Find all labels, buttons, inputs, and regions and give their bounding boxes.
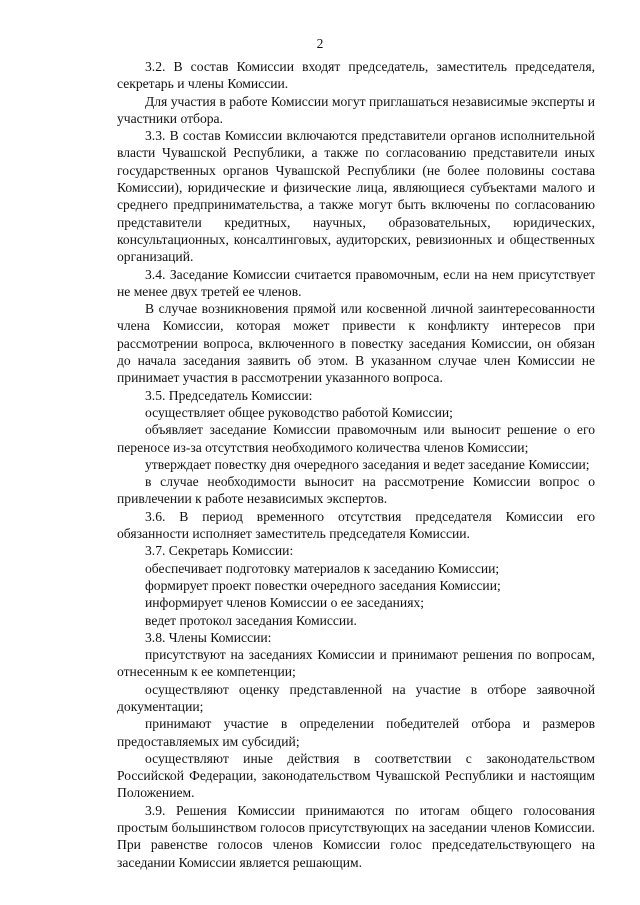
paragraph: объявляет заседание Комиссии правомочным или выносит решение о его переносе из-за отсутствия необходимого количества членов Комиссии; bbox=[117, 422, 595, 455]
paragraph: информирует членов Комиссии о ее заседаниях; bbox=[145, 595, 425, 611]
paragraph: присутствуют на заседаниях Комиссии и принимают решения по вопросам, отнесенным к ее компетенции; bbox=[117, 647, 595, 680]
paragraph: 3.3. В состав Комиссии включаются представители органов исполнительной власти Чувашской Республики, а также по согласованию представители иных государственных органов Чувашской Республики (не более половины состава Комиссии), юридические и физические лица, являющиеся субъектами малого и среднего предпринимательства, а также могут быть включены по согласованию представители кредитных, научных, образовательных, юридических, консультационных, консалтинговых, аудиторских, ревизионных и общественных организаций. bbox=[117, 128, 595, 265]
paragraph: 3.8. Члены Комиссии: bbox=[145, 629, 272, 645]
paragraph: формирует проект повестки очередного заседания Комиссии; bbox=[145, 577, 501, 593]
paragraph: 3.6. В период временного отсутствия председателя Комиссии его обязанности исполняет заместитель председателя Комиссии. bbox=[117, 508, 595, 542]
paragraph: Для участия в работе Комиссии могут приглашаться независимые эксперты и участники отбора. bbox=[117, 93, 595, 126]
paragraph: 3.5. Председатель Комиссии: bbox=[145, 387, 313, 403]
paragraph: осуществляет общее руководство работой Комиссии; bbox=[145, 404, 453, 420]
document-body bbox=[117, 58, 595, 871]
paragraph: осуществляют иные действия в соответствии с законодательством Российской Федерации, законодательством Чувашской Республики и настоящим Положением. bbox=[117, 750, 595, 801]
paragraph: осуществляют оценку представленной на участие в отборе заявочной документации; bbox=[117, 681, 595, 714]
paragraph: 3.9. Решения Комиссии принимаются по итогам общего голосования простым большинством голосов присутствующих на заседании членов Комиссии. При равенстве голосов членов Комиссии голос председательствующего на заседании Комиссии является решающим. bbox=[117, 802, 595, 870]
paragraph: 3.2. В состав Комиссии входят председатель, заместитель председателя, секретарь и члены Комиссии. bbox=[117, 59, 595, 92]
paragraph: в случае необходимости выносит на рассмотрение Комиссии вопрос о привлечении к работе независимых экспертов. bbox=[117, 474, 595, 507]
paragraph: 3.4. Заседание Комиссии считается правомочным, если на нем присутствует не менее двух третей ее членов. bbox=[117, 266, 595, 299]
page-number: 2 bbox=[316, 36, 324, 51]
paragraph: ведет протокол заседания Комиссии. bbox=[145, 612, 357, 628]
paragraph: утверждает повестку дня очередного заседания и ведет заседание Комиссии; bbox=[145, 456, 590, 472]
paragraph: 3.7. Секретарь Комиссии: bbox=[145, 543, 294, 559]
paragraph: принимают участие в определении победителей отбора и размеров предоставляемых им субсидий; bbox=[117, 716, 595, 749]
paragraph: обеспечивает подготовку материалов к заседанию Комиссии; bbox=[145, 560, 500, 576]
paragraph: В случае возникновения прямой или косвенной личной заинтересованности члена Комиссии, которая может привести к конфликту интересов при рассмотрении вопроса, включенного в повестку заседания Комиссии, он обязан до начала заседания заявить об этом. В указанном случае член Комиссии не принимает участия в рассмотрении указанного вопроса. bbox=[117, 301, 595, 386]
